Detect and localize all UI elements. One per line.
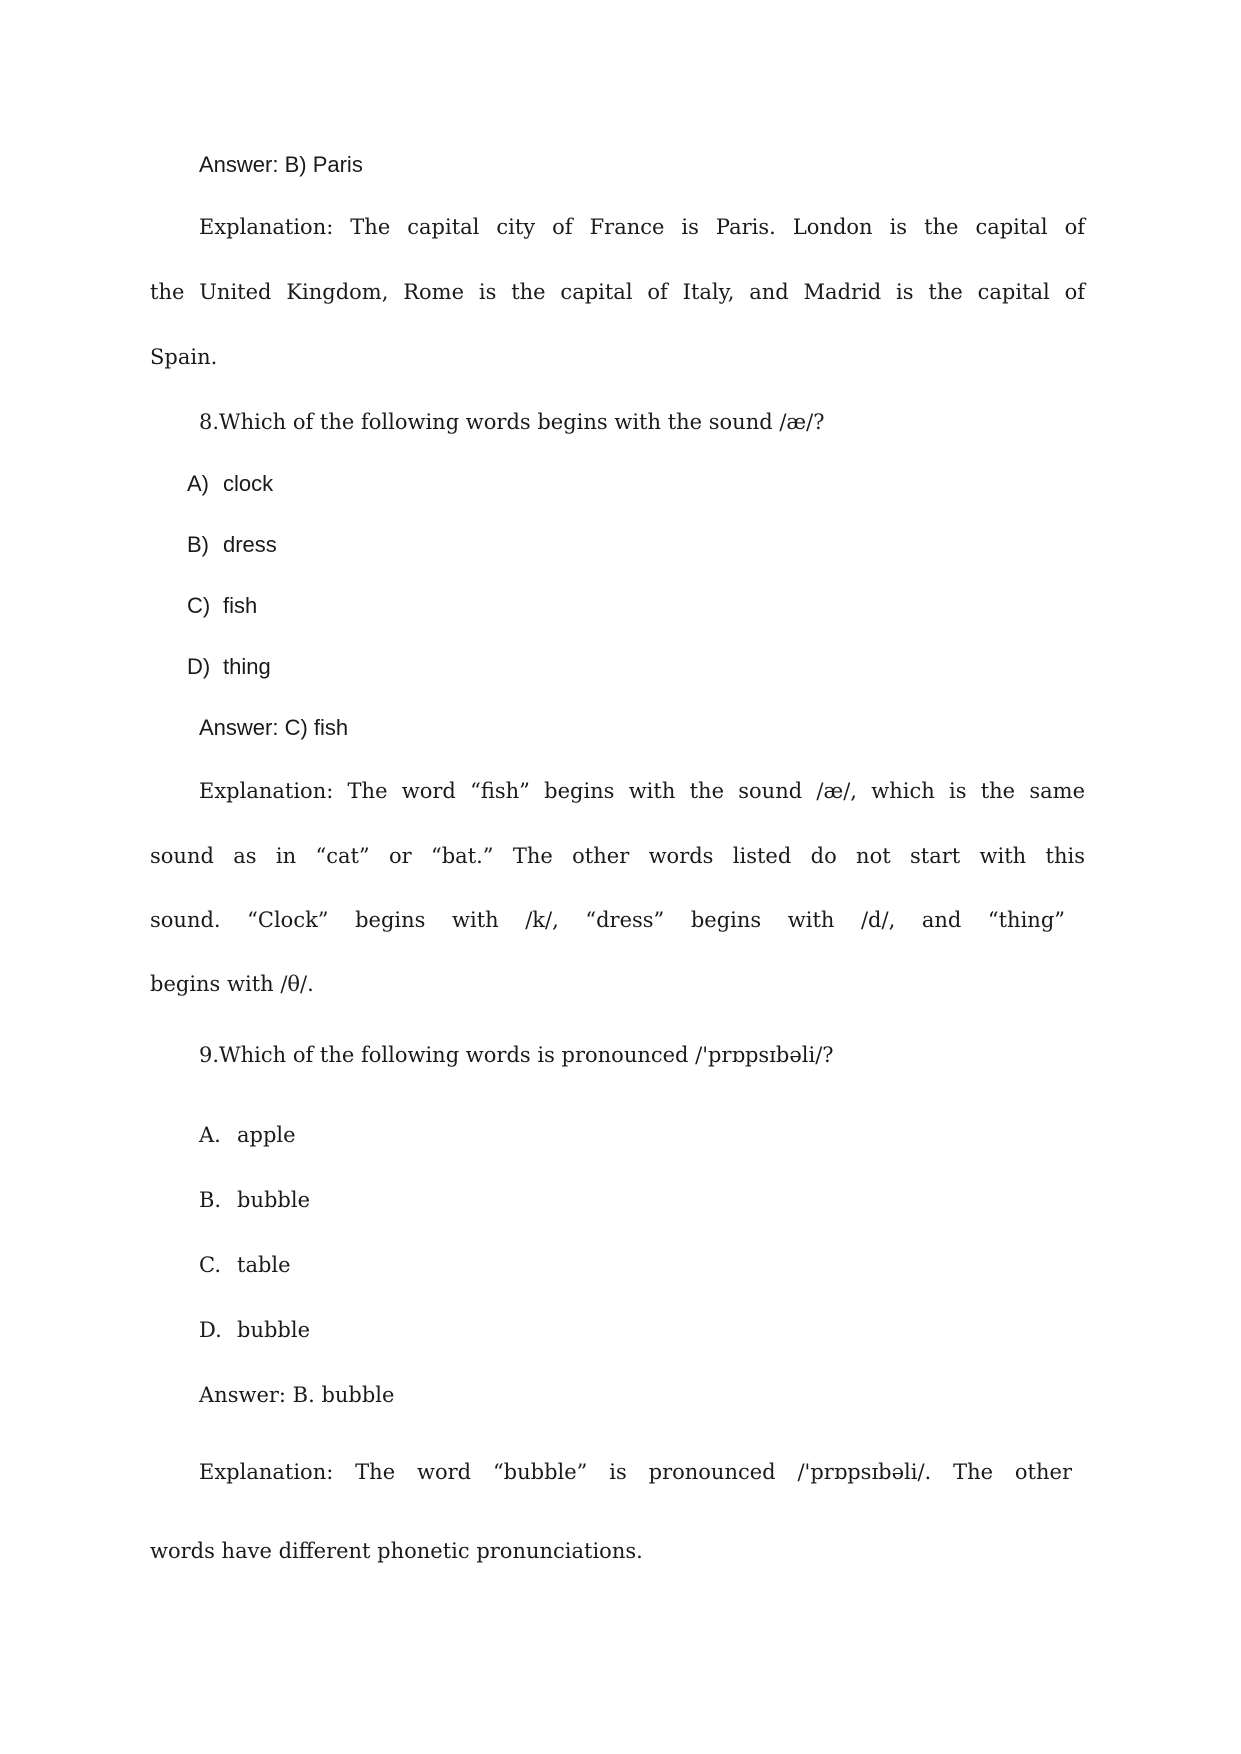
option-text: bubble — [237, 1318, 310, 1342]
question-9: 9.Which of the following words is pronounced /'prɒpsɪbəli/? — [199, 1043, 834, 1067]
q9-option-c — [199, 1251, 291, 1279]
option-letter: D. — [199, 1318, 222, 1342]
option-letter: D) — [187, 654, 211, 679]
question-8: 8.Which of the following words begins with the sound /æ/? — [199, 410, 825, 434]
explanation-q8-line-4: begins with /θ/. — [150, 972, 314, 996]
q9-option-a — [199, 1121, 296, 1149]
q8-option-d — [187, 653, 271, 681]
option-letter: A) — [187, 471, 209, 496]
explanation-q8-line-2: sound as in “cat” or “bat.” The other words listed do not start with this — [150, 844, 1085, 868]
explanation-q9-line-1: Explanation: The word “bubble” is pronounced /'prɒpsɪbəli/. The other — [199, 1460, 1072, 1484]
explanation-q7-line-2: the United Kingdom, Rome is the capital of Italy, and Madrid is the capital of — [150, 280, 1085, 304]
option-text: bubble — [237, 1188, 310, 1212]
option-text: apple — [237, 1123, 296, 1147]
option-letter: C) — [187, 593, 211, 618]
answer-q9: Answer: B. bubble — [199, 1383, 395, 1407]
explanation-q7-line-3: Spain. — [150, 345, 218, 369]
option-letter: A. — [199, 1123, 221, 1147]
q8-option-a — [187, 470, 273, 498]
explanation-q7-line-1: Explanation: The capital city of France is Paris. London is the capital of — [199, 215, 1085, 239]
option-text: fish — [223, 593, 258, 618]
q8-option-c — [187, 592, 257, 620]
option-letter: C. — [199, 1253, 221, 1277]
option-letter: B. — [199, 1188, 222, 1212]
option-text: clock — [223, 471, 274, 496]
option-text: table — [237, 1253, 291, 1277]
option-text: thing — [223, 654, 271, 679]
answer-q8: Answer: C) fish — [199, 715, 349, 740]
option-text: dress — [223, 532, 277, 557]
q9-option-b — [199, 1186, 310, 1214]
explanation-q8-line-1: Explanation: The word “fish” begins with the sound /æ/, which is the same — [199, 779, 1085, 803]
explanation-q9-line-2: words have different phonetic pronunciations. — [150, 1539, 643, 1563]
answer-q7: Answer: B) Paris — [199, 152, 363, 177]
q8-option-b — [187, 531, 277, 559]
q9-option-d — [199, 1316, 310, 1344]
explanation-q8-line-3: sound. “Clock” begins with /k/, “dress” begins with /d/, and “thing” — [150, 908, 1065, 932]
option-letter: B) — [187, 532, 209, 557]
